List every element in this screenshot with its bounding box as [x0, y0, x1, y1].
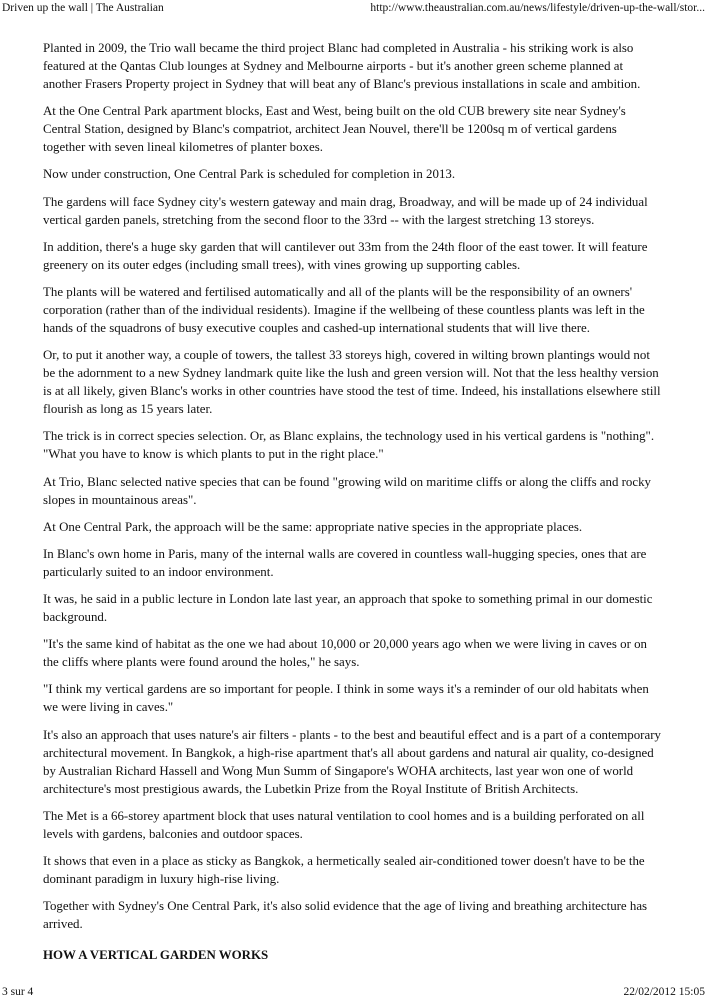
article-paragraph: Or, to put it another way, a couple of towers, the tallest 33 storeys high, covered in wilting brown plantings would not be the adornment to a new Sydney landmark quite like the lush and green version will. Not that the less healthy version is at all likely, given Blanc's works in other countries have stood the test of time. Indeed, his installations elsewhere still flourish as long as 15 years later. [43, 348, 661, 417]
article-paragraph: "I think my vertical gardens are so important for people. I think in some ways it's a reminder of our old habitats when we were living in caves." [43, 682, 649, 715]
article-body [43, 39, 661, 964]
page-url: http://www.theaustralian.com.au/news/lifestyle/driven-up-the-wall/stor... [370, 2, 705, 14]
article-paragraph: Planted in 2009, the Trio wall became the third project Blanc had completed in Australia - his striking work is also featured at the Qantas Club lounges at Sydney and Melbourne airports - but it's another green scheme planned at another Frasers Property project in Sydney that will beat any of Blanc's previous installations in scale and ambition. [43, 41, 641, 91]
print-header [0, 0, 707, 16]
article-paragraph: "It's the same kind of habitat as the one we had about 10,000 or 20,000 years ago when we were living in caves or on the cliffs where plants were found around the holes," he says. [43, 637, 647, 670]
article-paragraph: It's also an approach that uses nature's air filters - plants - to the best and beautiful effect and is a part of a contemporary architectural movement. In Bangkok, a high-rise apartment that's all about gardens and natural air quality, co-designed by Australian Richard Hassell and Wong Mun Summ of Singapore's WOHA architects, last year won one of world architecture's most prestigious awards, the Lubetkin Prize from the Royal Institute of British Architects. [43, 727, 661, 796]
article-paragraph: It was, he said in a public lecture in London late last year, an approach that spoke to something primal in our domestic background. [43, 592, 653, 625]
article-paragraph: In addition, there's a huge sky garden that will cantilever out 33m from the 24th floor of the east tower. It will feature greenery on its outer edges (including small trees), with vines growing up supporting cables. [43, 239, 648, 272]
print-datetime: 22/02/2012 15:05 [623, 986, 705, 998]
print-footer [0, 984, 707, 1000]
article-paragraph: At One Central Park, the approach will be the same: appropriate native species in the appropriate places. [43, 519, 583, 534]
article-paragraph: The plants will be watered and fertilised automatically and all of the plants will be the responsibility of an owners' corporation (rather than of the individual residents). Imagine if the wellbeing of these countless plants was left in the hands of the squadrons of busy executive couples and cashed-up international students that will live there. [43, 284, 645, 335]
section-heading: HOW A VERTICAL GARDEN WORKS [43, 948, 269, 963]
article-paragraph: In Blanc's own home in Paris, many of the internal walls are covered in countless wall-hugging species, ones that are particularly suited to an indoor environment. [43, 546, 647, 579]
article-paragraph: Now under construction, One Central Park is scheduled for completion in 2013. [43, 167, 456, 182]
article-paragraph: At the One Central Park apartment blocks, East and West, being built on the old CUB brewery site near Sydney's Central Station, designed by Blanc's compatriot, architect Jean Nouvel, there'll be 1200sq m of vertical gardens together with seven lineal kilometres of planter boxes. [43, 104, 626, 155]
article-paragraph: Together with Sydney's One Central Park, it's also solid evidence that the age of living and breathing architecture has arrived. [43, 899, 648, 932]
article-paragraph: The gardens will face Sydney city's western gateway and main drag, Broadway, and will be made up of 24 individual vertical garden panels, stretching from the second floor to the 33rd -- with the largest stretching 13 storeys. [43, 194, 648, 227]
article-paragraph: The trick is in correct species selection. Or, as Blanc explains, the technology used in his vertical gardens is "nothing". "What you have to know is which plants to put in the right place." [43, 429, 655, 462]
article-paragraph: At Trio, Blanc selected native species that can be found "growing wild on maritime cliffs or along the cliffs and rocky slopes in mountainous areas". [43, 474, 651, 507]
article-paragraph: The Met is a 66-storey apartment block that uses natural ventilation to cool homes and is a building perforated on all levels with gardens, balconies and outdoor spaces. [43, 808, 645, 841]
page-title: Driven up the wall | The Australian [2, 2, 164, 14]
article-paragraph: It shows that even in a place as sticky as Bangkok, a hermetically sealed air-conditioned tower doesn't have to be the dominant paradigm in luxury high-rise living. [43, 854, 645, 886]
page-number: 3 sur 4 [2, 986, 34, 998]
